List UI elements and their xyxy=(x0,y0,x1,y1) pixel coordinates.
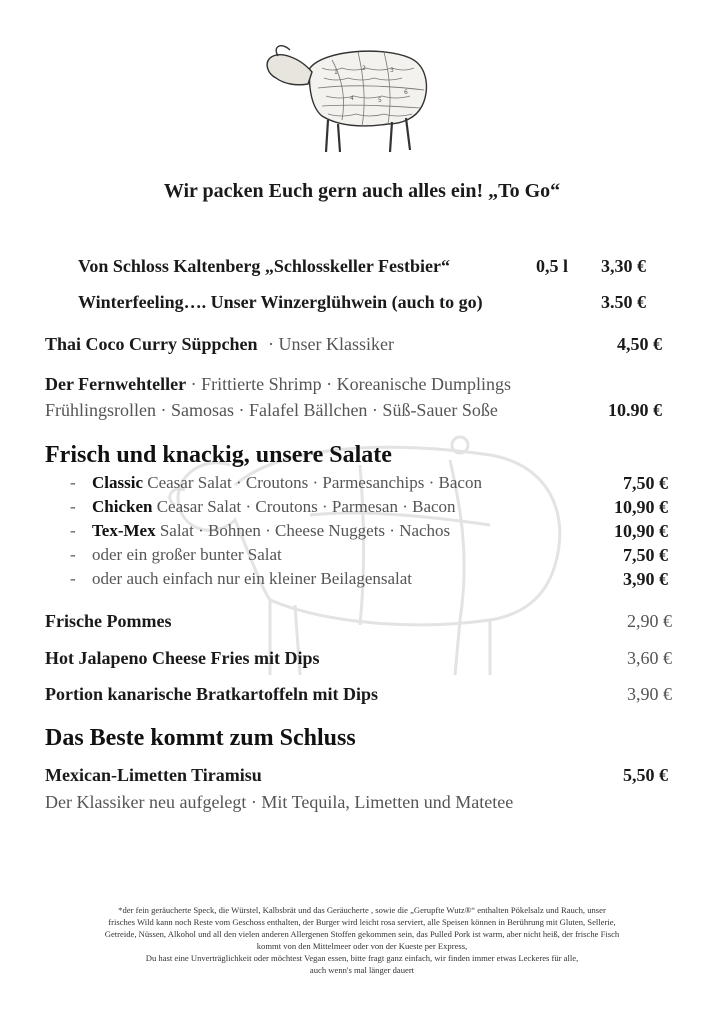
salad-texmex xyxy=(92,521,450,541)
drink-festbier-size: 0,5 l xyxy=(536,256,569,276)
salad-classic-description: Ceasar Salat · Croutons · Parmesanchips · Bacon xyxy=(143,473,482,492)
soup-description: Unser Klassiker xyxy=(278,334,395,354)
footnote-line: kommt von den Mittelmeer oder von der Kueste per Express, xyxy=(256,941,468,951)
side-bratkartoffeln-name: Portion kanarische Bratkartoffeln mit Dips xyxy=(45,684,378,704)
menu-item-fernwehteller xyxy=(45,374,511,395)
salads-section-title: Frisch und knackig, unsere Salate xyxy=(45,442,392,468)
footnote-line: *der fein geräucherte Speck, die Würstel, Kalbsbrät und das Geräucherte , sowie die „Gerupfte Wutz®“ enthalten Pökelsalz und Rauch, unser xyxy=(118,905,606,915)
salad-classic-price: 7,50 € xyxy=(623,473,668,493)
allergen-footnote xyxy=(40,904,684,976)
svg-text:1: 1 xyxy=(334,69,338,76)
salad-large-description: oder ein großer bunter Salat xyxy=(92,545,282,564)
soup-name: Thai Coco Curry Süppchen xyxy=(45,334,258,354)
dessert-tiramisu-name: Mexican-Limetten Tiramisu xyxy=(45,765,262,785)
salad-texmex-name: Tex-Mex xyxy=(92,521,156,540)
svg-text:5: 5 xyxy=(378,97,382,104)
salad-texmex-dash: - xyxy=(70,521,76,540)
fernweh-price: 10.90 € xyxy=(608,400,662,420)
footnote-line: Du hast eine Unverträglichkeit oder möchtest Vegan essen, bitte fragt ganz einfach, wir finden immer etwas Leckeres für alle, xyxy=(145,953,579,963)
dessert-tiramisu-description: Der Klassiker neu aufgelegt · Mit Tequila, Limetten und Matetee xyxy=(45,792,514,812)
fernweh-description-line2: Frühlingsrollen · Samosas · Falafel Bällchen · Süß-Sauer Soße xyxy=(45,400,498,420)
side-bratkartoffeln-price: 3,90 € xyxy=(627,684,672,704)
salad-texmex-price: 10,90 € xyxy=(614,521,668,541)
soup-price: 4,50 € xyxy=(617,334,662,354)
salad-classic-dash: - xyxy=(70,473,76,492)
svg-text:6: 6 xyxy=(404,89,408,96)
side-cheese-fries-name: Hot Jalapeno Cheese Fries mit Dips xyxy=(45,648,320,668)
menu-item-soup xyxy=(45,334,394,355)
drink-festbier-name: Von Schloss Kaltenberg „Schlosskeller Festbier“ xyxy=(78,256,451,276)
svg-text:4: 4 xyxy=(350,95,354,102)
sheep-illustration xyxy=(262,28,432,158)
salad-chicken-name: Chicken xyxy=(92,497,153,516)
side-pommes-price: 2,90 € xyxy=(627,611,672,631)
salad-large-price: 7,50 € xyxy=(623,545,668,565)
footnote-line: frisches Wild kann noch Reste vom Geschoss enthalten, der Burger wird leicht rosa serviert, alle Speisen können in Berührung mit Gluten, Sellerie, xyxy=(108,917,616,927)
fernweh-description-line1: · Frittierte Shrimp · Koreanische Dumplings xyxy=(190,374,512,394)
salad-chicken-dash: - xyxy=(70,497,76,516)
drink-gluehwein-price: 3.50 € xyxy=(601,292,646,312)
salad-side-price: 3,90 € xyxy=(623,569,668,589)
fernweh-name: Der Fernwehteller xyxy=(45,374,187,394)
svg-text:2: 2 xyxy=(362,65,366,72)
salad-chicken-description: Ceasar Salat · Croutons · Parmesan · Bacon xyxy=(152,497,456,516)
salad-side-description: oder auch einfach nur ein kleiner Beilagensalat xyxy=(92,569,413,588)
salad-side-dash: - xyxy=(70,569,76,588)
salad-chicken xyxy=(92,497,456,517)
drink-festbier-price: 3,30 € xyxy=(601,256,646,276)
footnote-line: auch wenn's mal länger dauert xyxy=(309,965,415,975)
side-pommes-name: Frische Pommes xyxy=(45,611,172,631)
salad-texmex-description: Salat · Bohnen · Cheese Nuggets · Nachos xyxy=(155,521,451,540)
side-cheese-fries-price: 3,60 € xyxy=(627,648,672,668)
soup-separator: · xyxy=(268,334,275,354)
salad-large-dash: - xyxy=(70,545,76,564)
to-go-tagline: Wir packen Euch gern auch alles ein! „To Go“ xyxy=(163,180,561,202)
salad-classic xyxy=(92,473,482,493)
drink-gluehwein-name: Winterfeeling…. Unser Winzerglühwein (auch to go) xyxy=(78,292,483,312)
salad-chicken-price: 10,90 € xyxy=(614,497,668,517)
dessert-section-title: Das Beste kommt zum Schluss xyxy=(45,725,356,751)
dessert-tiramisu-price: 5,50 € xyxy=(623,765,668,785)
svg-text:3: 3 xyxy=(390,67,394,74)
footnote-line: Getreide, Nüssen, Alkohol und all den vielen anderen Allergenen Stoffen gekommen sein, das Pulled Pork ist warm, aber nicht heiß, der frische Fisch xyxy=(104,929,620,939)
salad-classic-name: Classic xyxy=(92,473,143,492)
